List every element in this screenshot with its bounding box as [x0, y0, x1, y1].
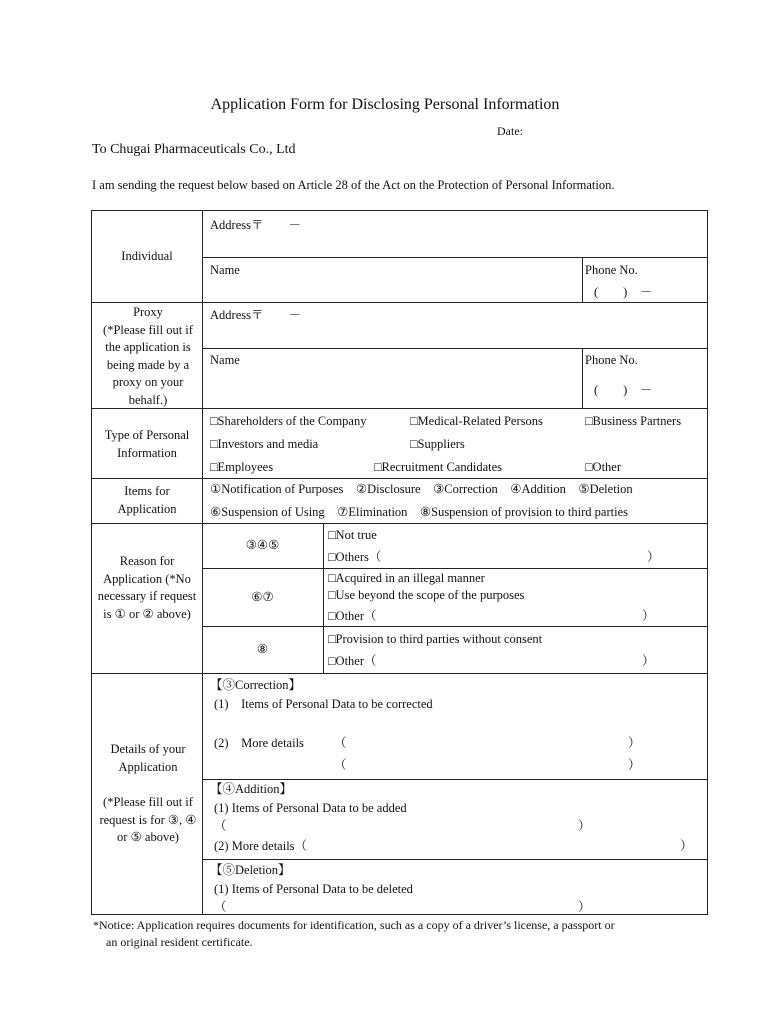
- paren-close: ）: [647, 550, 660, 564]
- individual-phone-field[interactable]: Phone No.: [585, 263, 638, 277]
- paren-open: （: [214, 819, 227, 833]
- addition-item-2[interactable]: (2) More details（: [214, 839, 308, 853]
- checkbox-other-type[interactable]: □Other: [585, 460, 622, 474]
- paren-close: ）: [642, 609, 655, 623]
- proxy-label: Proxy (*Please fill out if the application is being made by a proxy on your behalf.): [103, 305, 193, 407]
- divider: [202, 626, 708, 627]
- checkbox-recruitment[interactable]: □Recruitment Candidates: [374, 460, 503, 474]
- checkbox-illegal[interactable]: □Acquired in an illegal manner: [328, 571, 485, 585]
- paren-close: ）: [642, 654, 655, 668]
- proxy-name-field[interactable]: Name: [210, 353, 240, 367]
- checkbox-suppliers[interactable]: □Suppliers: [410, 437, 465, 451]
- divider: [92, 673, 708, 674]
- proxy-phone-format: ( ) －: [594, 383, 653, 397]
- notice-line-1: *Notice: Application requires documents for identification, such as a copy of a driver’s license, a passport or: [93, 918, 615, 932]
- checkbox-other-67[interactable]: □Other（: [328, 609, 377, 623]
- notice-line-2: an original resident certificate.: [106, 935, 253, 949]
- reason-code-8: ⑧: [256, 642, 269, 656]
- divider: [92, 523, 708, 524]
- reason-code-345: ③④⑤: [245, 538, 280, 552]
- checkbox-medical[interactable]: □Medical-Related Persons: [410, 414, 543, 428]
- intro-text: I am sending the request below based on Article 28 of the Act on the Protection of Personal Information.: [92, 178, 615, 192]
- checkbox-shareholders[interactable]: □Shareholders of the Company: [210, 414, 367, 428]
- proxy-phone-field[interactable]: Phone No.: [585, 353, 638, 367]
- paren-open: （: [214, 900, 227, 914]
- proxy-address-field[interactable]: Address〒 －: [210, 308, 301, 322]
- individual-label: Individual: [121, 249, 173, 263]
- checkbox-not-true[interactable]: □Not true: [328, 528, 377, 542]
- paren-open: （: [334, 758, 347, 772]
- details-note: (*Please fill out if request is for ③, ④ or ⑤ above): [99, 795, 197, 844]
- date-label: Date:: [497, 124, 523, 138]
- items-line-2[interactable]: ⑥Suspension of Using ⑦Elimination ⑧Suspension of provision to third parties: [210, 505, 628, 519]
- correction-item-1[interactable]: (1) Items of Personal Data to be corrected: [214, 697, 433, 711]
- paren-close: ）: [680, 839, 693, 853]
- divider: [92, 302, 708, 303]
- paren-close: ）: [628, 758, 641, 772]
- addition-heading: 【④Addition】: [210, 782, 292, 796]
- correction-item-2[interactable]: (2) More details: [214, 736, 304, 750]
- divider: [202, 348, 708, 349]
- deletion-heading: 【⑤Deletion】: [210, 863, 291, 877]
- divider: [202, 859, 708, 860]
- checkbox-employees[interactable]: □Employees: [210, 460, 274, 474]
- details-label: Details of your Application: [110, 742, 186, 774]
- reason-code-67: ⑥⑦: [251, 590, 274, 604]
- divider: [323, 523, 324, 673]
- correction-heading: 【③Correction】: [210, 678, 301, 692]
- checkbox-other-8[interactable]: □Other（: [328, 654, 377, 668]
- checkbox-provision[interactable]: □Provision to third parties without consent: [328, 632, 543, 646]
- divider: [202, 779, 708, 780]
- page-title: Application Form for Disclosing Personal Information: [210, 96, 560, 113]
- paren-open: （: [334, 736, 347, 750]
- individual-name-field[interactable]: Name: [210, 263, 240, 277]
- checkbox-others-345[interactable]: □Others（: [328, 550, 382, 564]
- divider: [202, 568, 708, 569]
- label-column-divider: [202, 211, 203, 915]
- individual-address-field[interactable]: Address〒 －: [210, 218, 301, 232]
- checkbox-business[interactable]: □Business Partners: [585, 414, 682, 428]
- recipient: To Chugai Pharmaceuticals Co., Ltd: [92, 142, 296, 157]
- checkbox-beyond-scope[interactable]: □Use beyond the scope of the purposes: [328, 588, 525, 602]
- paren-close: ）: [578, 819, 591, 833]
- paren-close: ）: [628, 736, 641, 750]
- individual-phone-format: ( ) －: [594, 285, 653, 299]
- divider: [92, 478, 708, 479]
- form-table: [91, 210, 708, 915]
- deletion-item-1[interactable]: (1) Items of Personal Data to be deleted: [214, 882, 413, 896]
- addition-item-1[interactable]: (1) Items of Personal Data to be added: [214, 801, 407, 815]
- checkbox-investors[interactable]: □Investors and media: [210, 437, 319, 451]
- items-label: Items for Application: [117, 484, 177, 516]
- reason-label: Reason for Application (*No necessary if request is ① or ② above): [97, 554, 197, 621]
- divider: [582, 348, 583, 408]
- paren-close: ）: [578, 900, 591, 914]
- items-line-1[interactable]: ①Notification of Purposes ②Disclosure ③Correction ④Addition ⑤Deletion: [210, 482, 633, 496]
- divider: [582, 257, 583, 302]
- type-of-info-label: Type of Personal Information: [104, 428, 190, 460]
- divider: [202, 257, 708, 258]
